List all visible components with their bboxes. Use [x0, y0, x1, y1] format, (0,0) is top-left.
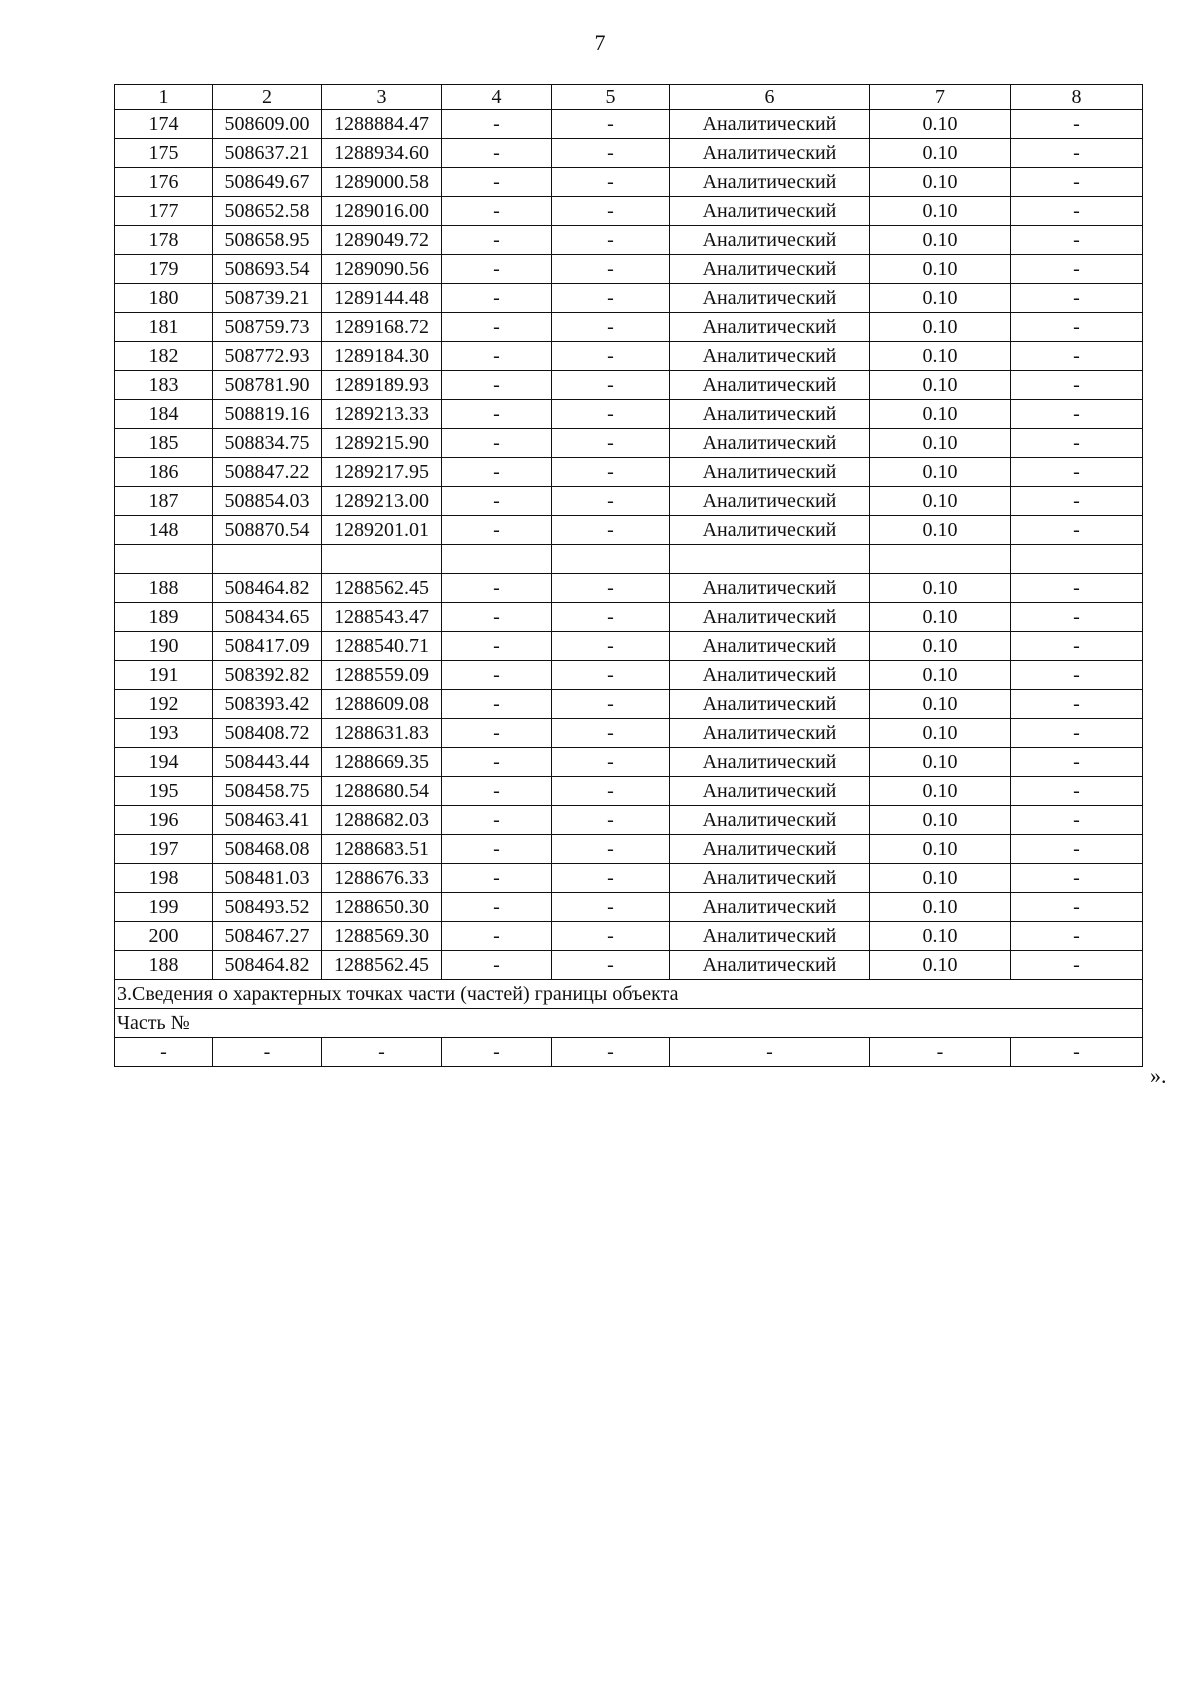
table-cell-col-6: Аналитический	[670, 574, 870, 603]
table-cell-col-6: 6	[670, 85, 870, 110]
table-cell-col-3	[322, 545, 442, 574]
table-cell-col-5: -	[552, 632, 670, 661]
table-row	[115, 284, 1143, 313]
table-cell-col-3: 1289184.30	[322, 342, 442, 371]
table-cell-col-3: 1289213.00	[322, 487, 442, 516]
table-cell-col-8: -	[1011, 922, 1143, 951]
table-cell-col-6: Аналитический	[670, 458, 870, 487]
table-cell-col-6: -	[670, 1038, 870, 1067]
table-cell-col-8: -	[1011, 690, 1143, 719]
table-cell-col-4: -	[442, 603, 552, 632]
table-cell-col-1: 182	[115, 342, 213, 371]
table-cell-col-2: 508468.08	[213, 835, 322, 864]
table-cell-col-5: -	[552, 110, 670, 139]
table-cell-col-8: 8	[1011, 85, 1143, 110]
table-cell-col-5: -	[552, 197, 670, 226]
table-cell-col-4: -	[442, 110, 552, 139]
table-cell-col-3: 1289049.72	[322, 226, 442, 255]
table-cell-col-8: -	[1011, 110, 1143, 139]
table-cell-col-3: 1288543.47	[322, 603, 442, 632]
table-cell-col-4: -	[442, 661, 552, 690]
table-cell-col-7: 7	[870, 85, 1011, 110]
table-cell-col-1	[115, 545, 213, 574]
table-cell-col-2: 508759.73	[213, 313, 322, 342]
table-cell-col-2: 508739.21	[213, 284, 322, 313]
table-cell-col-1: 188	[115, 574, 213, 603]
table-cell-col-8: -	[1011, 371, 1143, 400]
table-cell-col-6: Аналитический	[670, 168, 870, 197]
table-cell-col-6: Аналитический	[670, 516, 870, 545]
table-cell-col-7: 0.10	[870, 864, 1011, 893]
table-cell-col-4: -	[442, 1038, 552, 1067]
table-cell-col-6: Аналитический	[670, 197, 870, 226]
table-cell-col-8: -	[1011, 603, 1143, 632]
table-cell-col-5: -	[552, 719, 670, 748]
table-cell-col-5: -	[552, 574, 670, 603]
table-cell-col-6: Аналитический	[670, 371, 870, 400]
table-cell-col-2: 508443.44	[213, 748, 322, 777]
table-cell-col-5: -	[552, 922, 670, 951]
table-cell-col-7: 0.10	[870, 661, 1011, 690]
table-cell-col-4: -	[442, 284, 552, 313]
table-cell-col-4: -	[442, 342, 552, 371]
table-row	[115, 313, 1143, 342]
table-cell-col-2: 508458.75	[213, 777, 322, 806]
table-cell-col-2: 508658.95	[213, 226, 322, 255]
table-cell-col-1: 188	[115, 951, 213, 980]
table-cell-col-6: Аналитический	[670, 110, 870, 139]
table-cell-col-3: 1288562.45	[322, 951, 442, 980]
table-cell-col-7: 0.10	[870, 371, 1011, 400]
table-cell-col-3: 1288669.35	[322, 748, 442, 777]
table-cell-col-4: -	[442, 574, 552, 603]
table-cell-col-5: -	[552, 603, 670, 632]
table-cell-col-8: -	[1011, 777, 1143, 806]
table-cell-col-2: 508819.16	[213, 400, 322, 429]
table-cell-col-1: 189	[115, 603, 213, 632]
table-cell-col-1: 192	[115, 690, 213, 719]
table-cell-col-5: -	[552, 864, 670, 893]
table-cell-col-3: 1288676.33	[322, 864, 442, 893]
table-cell-col-5: -	[552, 342, 670, 371]
table-cell-col-4: 4	[442, 85, 552, 110]
table-cell-col-5: -	[552, 893, 670, 922]
table-cell-col-8: -	[1011, 1038, 1143, 1067]
table-row	[115, 777, 1143, 806]
table-cell-col-3: 1288562.45	[322, 574, 442, 603]
table-cell-col-1: 177	[115, 197, 213, 226]
table-cell-col-4: -	[442, 313, 552, 342]
table-row	[115, 864, 1143, 893]
table-cell-col-6: Аналитический	[670, 922, 870, 951]
table-cell-col-5: -	[552, 168, 670, 197]
table-row	[115, 226, 1143, 255]
table-cell-col-4: -	[442, 458, 552, 487]
table-cell-col-2: 508834.75	[213, 429, 322, 458]
table-cell-col-5	[552, 545, 670, 574]
table-row	[115, 835, 1143, 864]
table-cell-col-7: 0.10	[870, 632, 1011, 661]
table-cell-col-5: -	[552, 226, 670, 255]
table-cell-col-6: Аналитический	[670, 719, 870, 748]
table-cell-col-7: 0.10	[870, 951, 1011, 980]
table-cell-col-4: -	[442, 516, 552, 545]
table-cell-col-5: -	[552, 313, 670, 342]
table-cell-col-4: -	[442, 632, 552, 661]
table-cell-col-6: Аналитический	[670, 806, 870, 835]
table-cell-col-6: Аналитический	[670, 429, 870, 458]
table-row	[115, 748, 1143, 777]
table-cell-col-7: 0.10	[870, 313, 1011, 342]
table-cell-col-1: 181	[115, 313, 213, 342]
table-cell-col-4: -	[442, 719, 552, 748]
table-cell-col-6: Аналитический	[670, 226, 870, 255]
table-row	[115, 632, 1143, 661]
table-cell-col-3: 1289189.93	[322, 371, 442, 400]
table-cell-col-4: -	[442, 748, 552, 777]
table-cell-col-1: 187	[115, 487, 213, 516]
table-cell-col-1: 199	[115, 893, 213, 922]
table-cell-col-3: 1288884.47	[322, 110, 442, 139]
table-cell-col-3: 3	[322, 85, 442, 110]
table-cell-col-4: -	[442, 168, 552, 197]
table-cell-col-2: 508870.54	[213, 516, 322, 545]
table-cell-col-4: -	[442, 922, 552, 951]
table-cell-col-1: 191	[115, 661, 213, 690]
table-cell-col-5: -	[552, 139, 670, 168]
section-3-title-row	[115, 980, 1143, 1009]
table-cell-col-7: 0.10	[870, 284, 1011, 313]
table-cell-col-4: -	[442, 255, 552, 284]
table-cell-col-5: -	[552, 284, 670, 313]
table-cell-col-3: 1289016.00	[322, 197, 442, 226]
table-cell-col-7: 0.10	[870, 719, 1011, 748]
table-cell-col-2: 508434.65	[213, 603, 322, 632]
table-cell-col-2: 508847.22	[213, 458, 322, 487]
table-cell-col-2	[213, 545, 322, 574]
table-cell-col-8: -	[1011, 574, 1143, 603]
table-row	[115, 429, 1143, 458]
table-cell-col-8: -	[1011, 429, 1143, 458]
table-cell-col-6	[670, 545, 870, 574]
table-row	[115, 661, 1143, 690]
table-cell-col-3: 1289217.95	[322, 458, 442, 487]
table-cell-col-4: -	[442, 429, 552, 458]
table-cell-col-2: 508693.54	[213, 255, 322, 284]
table-cell-col-2: 508854.03	[213, 487, 322, 516]
table-row	[115, 574, 1143, 603]
table-row	[115, 951, 1143, 980]
table-cell-col-6: Аналитический	[670, 777, 870, 806]
table-cell-col-3: 1289213.33	[322, 400, 442, 429]
table-cell-col-6: Аналитический	[670, 487, 870, 516]
table-row	[115, 603, 1143, 632]
header-row	[115, 85, 1143, 110]
table-cell-col-6: Аналитический	[670, 864, 870, 893]
table-cell-col-7: 0.10	[870, 342, 1011, 371]
table-cell-col-7: 0.10	[870, 458, 1011, 487]
table-cell-col-1: 200	[115, 922, 213, 951]
table-row	[115, 400, 1143, 429]
table-cell-col-4: -	[442, 139, 552, 168]
table-cell-col-1: 193	[115, 719, 213, 748]
table-cell-col-5: -	[552, 690, 670, 719]
table-cell-col-2: 2	[213, 85, 322, 110]
table-row	[115, 110, 1143, 139]
table-cell-col-1: 185	[115, 429, 213, 458]
table-cell-col-2: 508481.03	[213, 864, 322, 893]
table-cell-col-1: 174	[115, 110, 213, 139]
empty-separator-row	[115, 545, 1143, 574]
table-cell-col-1: 178	[115, 226, 213, 255]
table-row	[115, 922, 1143, 951]
table-cell-col-1: 148	[115, 516, 213, 545]
table-cell-col-3: 1288559.09	[322, 661, 442, 690]
table-cell-col-1: 184	[115, 400, 213, 429]
table-cell-col-5: -	[552, 1038, 670, 1067]
table-row	[115, 458, 1143, 487]
table-cell-col-2: 508649.67	[213, 168, 322, 197]
table-cell-col-3: 1289215.90	[322, 429, 442, 458]
table-cell-col-8: -	[1011, 197, 1143, 226]
table-cell-col-3: 1289000.58	[322, 168, 442, 197]
table-cell-col-3: 1288650.30	[322, 893, 442, 922]
table-cell-col-7: 0.10	[870, 400, 1011, 429]
table-cell-col-1: -	[115, 1038, 213, 1067]
table-cell-col-2: -	[213, 1038, 322, 1067]
table-cell-col-1: 195	[115, 777, 213, 806]
table-cell-col-1: 194	[115, 748, 213, 777]
table-cell-col-2: 508464.82	[213, 574, 322, 603]
table-cell-col-8: -	[1011, 806, 1143, 835]
table-cell-col-5: -	[552, 371, 670, 400]
table-cell-col-4: -	[442, 806, 552, 835]
table-cell-col-2: 508652.58	[213, 197, 322, 226]
table-cell-col-4: -	[442, 690, 552, 719]
table-cell-col-8: -	[1011, 342, 1143, 371]
table-cell-col-3: 1288683.51	[322, 835, 442, 864]
table-cell-col-4: -	[442, 835, 552, 864]
table-row	[115, 719, 1143, 748]
table-cell-col-1: 196	[115, 806, 213, 835]
table-cell-col-8: -	[1011, 748, 1143, 777]
table-row	[115, 371, 1143, 400]
table-cell-col-5: -	[552, 516, 670, 545]
table-cell-col-2: 508464.82	[213, 951, 322, 980]
table-cell-col-4: -	[442, 226, 552, 255]
table-cell-col-5: -	[552, 661, 670, 690]
table-cell-col-3: 1289168.72	[322, 313, 442, 342]
table-cell-col-7: 0.10	[870, 922, 1011, 951]
table-cell-col-1: 175	[115, 139, 213, 168]
table-cell-col-2: 508637.21	[213, 139, 322, 168]
table-cell-col-6: Аналитический	[670, 139, 870, 168]
table-cell-col-6: Аналитический	[670, 661, 870, 690]
table-row	[115, 197, 1143, 226]
table-cell-col-8: -	[1011, 893, 1143, 922]
table-cell-col-7: 0.10	[870, 748, 1011, 777]
table-cell-col-2: 508781.90	[213, 371, 322, 400]
table-cell-col-2: 508493.52	[213, 893, 322, 922]
table-cell-col-4: -	[442, 197, 552, 226]
table-cell-col-1: 198	[115, 864, 213, 893]
table-cell-col-7: 0.10	[870, 603, 1011, 632]
table-cell-col-5: -	[552, 458, 670, 487]
table-cell-col-7: 0.10	[870, 168, 1011, 197]
table-cell-col-8: -	[1011, 487, 1143, 516]
table-cell-col-7: 0.10	[870, 777, 1011, 806]
table-cell-col-6: Аналитический	[670, 835, 870, 864]
table-row	[115, 806, 1143, 835]
closing-quote-mark: ».	[1150, 1063, 1167, 1088]
table-cell-col-3: 1288682.03	[322, 806, 442, 835]
table-cell-col-3: 1288609.08	[322, 690, 442, 719]
table-cell-col-8: -	[1011, 313, 1143, 342]
table-cell-col-5: -	[552, 487, 670, 516]
table-row	[115, 139, 1143, 168]
table-cell-col-8: -	[1011, 632, 1143, 661]
table-cell-col-3: 1289201.01	[322, 516, 442, 545]
table-cell-col-6: Аналитический	[670, 603, 870, 632]
table-cell-col-7: 0.10	[870, 806, 1011, 835]
table-body	[115, 85, 1143, 1067]
table-cell-col-5: -	[552, 748, 670, 777]
table-cell-col-7: 0.10	[870, 226, 1011, 255]
table-cell-col-7: 0.10	[870, 690, 1011, 719]
table-row	[115, 168, 1143, 197]
table-cell-col-2: 508463.41	[213, 806, 322, 835]
table-cell-col-4: -	[442, 864, 552, 893]
table-cell-col-6: Аналитический	[670, 690, 870, 719]
table-cell-col-1: 183	[115, 371, 213, 400]
table-cell-col-7: 0.10	[870, 574, 1011, 603]
table-cell-col-4	[442, 545, 552, 574]
table-cell-col-8: -	[1011, 458, 1143, 487]
table-cell-col-8: -	[1011, 835, 1143, 864]
table-cell-col-8: -	[1011, 255, 1143, 284]
table-cell-col-6: Аналитический	[670, 400, 870, 429]
table-cell-col-4: -	[442, 400, 552, 429]
table-cell-col-8	[1011, 545, 1143, 574]
table-cell-col-2: 508393.42	[213, 690, 322, 719]
table-cell-col-2: 508609.00	[213, 110, 322, 139]
table-cell-col-6: Аналитический	[670, 342, 870, 371]
table-cell-col-3: 1288934.60	[322, 139, 442, 168]
table-row	[115, 342, 1143, 371]
table-cell-col-3: 1289144.48	[322, 284, 442, 313]
table-cell-col-6: Аналитический	[670, 632, 870, 661]
table-cell-col-7: 0.10	[870, 487, 1011, 516]
coordinates-table-wrapper	[114, 84, 1143, 1067]
table-cell-col-3: 1288569.30	[322, 922, 442, 951]
page-number: 7	[594, 30, 606, 55]
table-cell-col-2: 508392.82	[213, 661, 322, 690]
table-cell-col-5: -	[552, 835, 670, 864]
table-cell-col-6: Аналитический	[670, 313, 870, 342]
table-cell-col-2: 508417.09	[213, 632, 322, 661]
table-cell-col-8: -	[1011, 661, 1143, 690]
table-cell-col-2: 508467.27	[213, 922, 322, 951]
table-cell-col-8: -	[1011, 400, 1143, 429]
table-cell-col-1: 1	[115, 85, 213, 110]
table-cell-col-6: Аналитический	[670, 255, 870, 284]
table-cell-col-3: 1289090.56	[322, 255, 442, 284]
table-cell-col-6: Аналитический	[670, 748, 870, 777]
section-3-title-row-cell: 3.Сведения о характерных точках части (частей) границы объекта	[115, 980, 1143, 1009]
table-cell-col-7	[870, 545, 1011, 574]
table-cell-col-7: 0.10	[870, 255, 1011, 284]
table-cell-col-1: 190	[115, 632, 213, 661]
table-cell-col-1: 186	[115, 458, 213, 487]
table-cell-col-8: -	[1011, 951, 1143, 980]
table-cell-col-5: -	[552, 806, 670, 835]
table-cell-col-7: 0.10	[870, 516, 1011, 545]
table-row	[115, 255, 1143, 284]
table-cell-col-7: 0.10	[870, 197, 1011, 226]
table-cell-col-5: -	[552, 255, 670, 284]
coordinates-table	[114, 84, 1143, 1067]
table-cell-col-7: 0.10	[870, 139, 1011, 168]
table-cell-col-4: -	[442, 951, 552, 980]
table-cell-col-8: -	[1011, 226, 1143, 255]
table-cell-col-6: Аналитический	[670, 951, 870, 980]
table-cell-col-8: -	[1011, 139, 1143, 168]
table-row	[115, 690, 1143, 719]
table-cell-col-6: Аналитический	[670, 893, 870, 922]
table-cell-col-1: 197	[115, 835, 213, 864]
table-cell-col-4: -	[442, 487, 552, 516]
table-cell-col-3: -	[322, 1038, 442, 1067]
table-cell-col-2: 508772.93	[213, 342, 322, 371]
table-cell-col-7: 0.10	[870, 893, 1011, 922]
table-cell-col-5: -	[552, 429, 670, 458]
table-cell-col-5: -	[552, 400, 670, 429]
table-cell-col-7: 0.10	[870, 110, 1011, 139]
table-cell-col-5: 5	[552, 85, 670, 110]
table-cell-col-8: -	[1011, 284, 1143, 313]
table-cell-col-8: -	[1011, 516, 1143, 545]
table-row	[115, 893, 1143, 922]
table-row	[115, 487, 1143, 516]
table-cell-col-7: 0.10	[870, 429, 1011, 458]
part-number-row-cell: Часть №	[115, 1009, 1143, 1038]
table-cell-col-3: 1288680.54	[322, 777, 442, 806]
table-cell-col-8: -	[1011, 168, 1143, 197]
table-cell-col-8: -	[1011, 864, 1143, 893]
table-cell-col-4: -	[442, 371, 552, 400]
part-number-row	[115, 1009, 1143, 1038]
table-cell-col-1: 180	[115, 284, 213, 313]
table-cell-col-4: -	[442, 777, 552, 806]
table-cell-col-1: 176	[115, 168, 213, 197]
table-cell-col-7: -	[870, 1038, 1011, 1067]
table-cell-col-3: 1288540.71	[322, 632, 442, 661]
table-cell-col-1: 179	[115, 255, 213, 284]
table-cell-col-3: 1288631.83	[322, 719, 442, 748]
table-cell-col-6: Аналитический	[670, 284, 870, 313]
table-row	[115, 516, 1143, 545]
part-data-row	[115, 1038, 1143, 1067]
table-cell-col-2: 508408.72	[213, 719, 322, 748]
table-cell-col-8: -	[1011, 719, 1143, 748]
table-cell-col-5: -	[552, 951, 670, 980]
table-cell-col-5: -	[552, 777, 670, 806]
table-cell-col-4: -	[442, 893, 552, 922]
table-cell-col-7: 0.10	[870, 835, 1011, 864]
